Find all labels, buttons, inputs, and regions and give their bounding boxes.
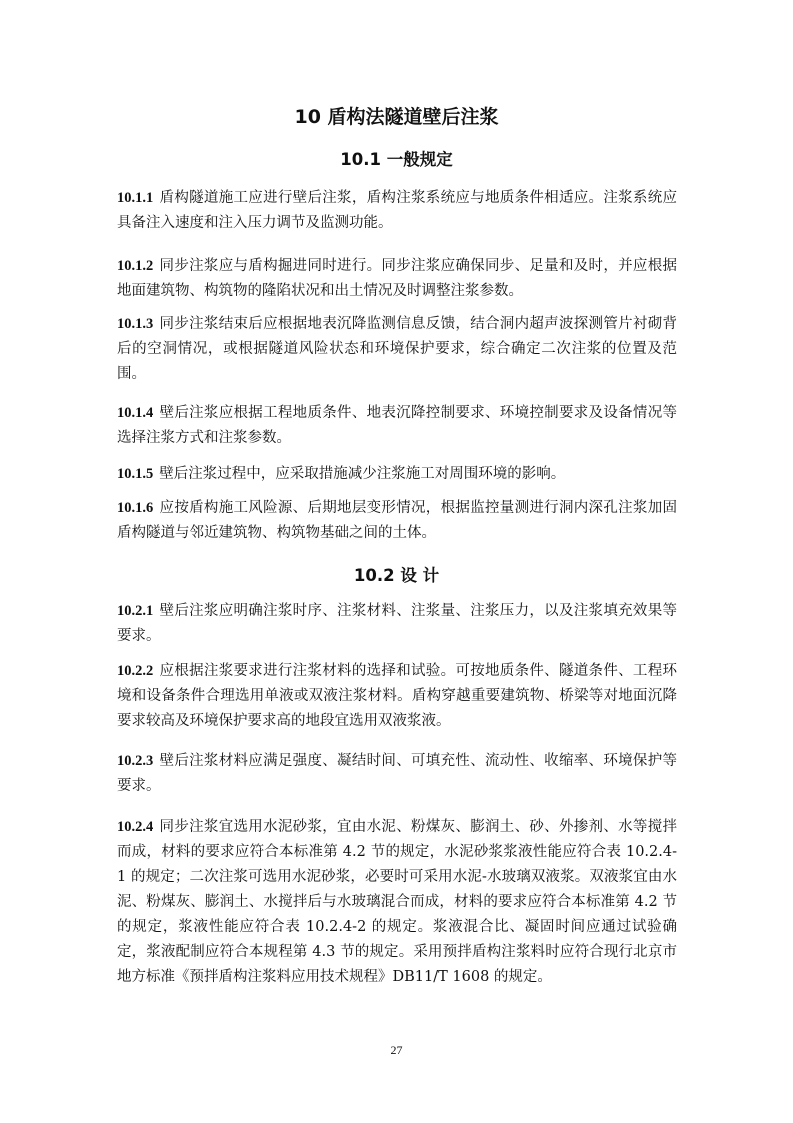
clause-10-2-1 [117,599,677,649]
clause-text: 应根据注浆要求进行注浆材料的选择和试验。可按地质条件、隧道条件、工程环境和设备条件合理选用单液或双液注浆材料。盾构穿越重要建筑物、桥梁等对地面沉降要求较高及环境保护要求高的地段宜选用双液浆液。 [117,663,677,729]
clause-number: 10.1.6 [117,500,154,516]
clause-text: 同步注浆结束后应根据地表沉降监测信息反馈，结合洞内超声波探测管片衬砌背后的空洞情况，或根据隧道风险状态和环境保护要求，综合确定二次注浆的位置及范围。 [117,316,677,382]
clause-number: 10.1.2 [117,258,154,274]
clause-text: 同步注浆宜选用水泥砂浆，宜由水泥、粉煤灰、膨润土、砂、外掺剂、水等搅拌而成，材料的要求应符合本标准第 4.2 节的规定，水泥砂浆浆液性能应符合表 10.2.4-1 的规定；二次注浆可选用水泥砂浆，必要时可采用水泥-水玻璃双液浆。双液浆宜由水泥、粉煤灰、膨润土、水搅拌后与水玻璃混合而成，材料的要求应符合本标准第 4.2 节的规定，浆液性能应符合表 10.2.4-2 的规定。浆液混合比、凝固时间应通过试验确定，浆液配制应符合本规程第 4.3 节的规定。采用预拌盾构注浆料时应符合现行北京市地方标准《预拌盾构注浆料应用技术规程》DB11/T 1608 的规定。 [117,819,677,985]
clause-text: 壁后注浆过程中，应采取措施减少注浆施工对周围环境的影响。 [159,466,566,482]
clause-number: 10.2.1 [117,603,154,619]
clause-10-1-6 [117,496,677,546]
clause-text: 壁后注浆应明确注浆时序、注浆材料、注浆量、注浆压力，以及注浆填充效果等要求。 [117,603,677,644]
clause-10-1-1 [117,186,677,236]
clause-number: 10.1.1 [117,190,154,206]
chapter-title: 10 盾构法隧道壁后注浆 [294,106,499,128]
clause-10-2-3 [117,749,677,799]
clause-10-1-5 [117,462,677,487]
section-title: 10.1 一般规定 [340,150,453,169]
clause-text: 同步注浆应与盾构掘进同时进行。同步注浆应确保同步、足量和及时，并应根据地面建筑物、构筑物的隆陷状况和出土情况及时调整注浆参数。 [117,258,677,299]
clause-number: 10.2.2 [117,663,154,679]
clause-text: 应按盾构施工风险源、后期地层变形情况，根据监控量测进行洞内深孔注浆加固盾构隧道与邻近建筑物、构筑物基础之间的土体。 [117,500,677,541]
clause-number: 10.1.3 [117,316,154,332]
clause-number: 10.2.3 [117,753,154,769]
clause-10-2-2 [117,659,677,734]
clause-text: 壁后注浆材料应满足强度、凝结时间、可填充性、流动性、收缩率、环境保护等要求。 [117,753,677,794]
clause-number: 10.1.5 [117,466,154,482]
page-number: 27 [390,1043,403,1057]
clause-number: 10.2.4 [117,819,154,835]
clause-10-2-4 [117,815,677,990]
clause-number: 10.1.4 [117,405,154,421]
section-title: 10.2 设 计 [353,566,440,585]
clause-text: 壁后注浆应根据工程地质条件、地表沉降控制要求、环境控制要求及设备情况等选择注浆方式和注浆参数。 [117,405,677,446]
clause-10-1-2 [117,254,677,304]
clause-10-1-4 [117,401,677,451]
clause-text: 盾构隧道施工应进行壁后注浆，盾构注浆系统应与地质条件相适应。注浆系统应具备注入速度和注入压力调节及监测功能。 [117,190,677,231]
clause-10-1-3 [117,312,677,387]
